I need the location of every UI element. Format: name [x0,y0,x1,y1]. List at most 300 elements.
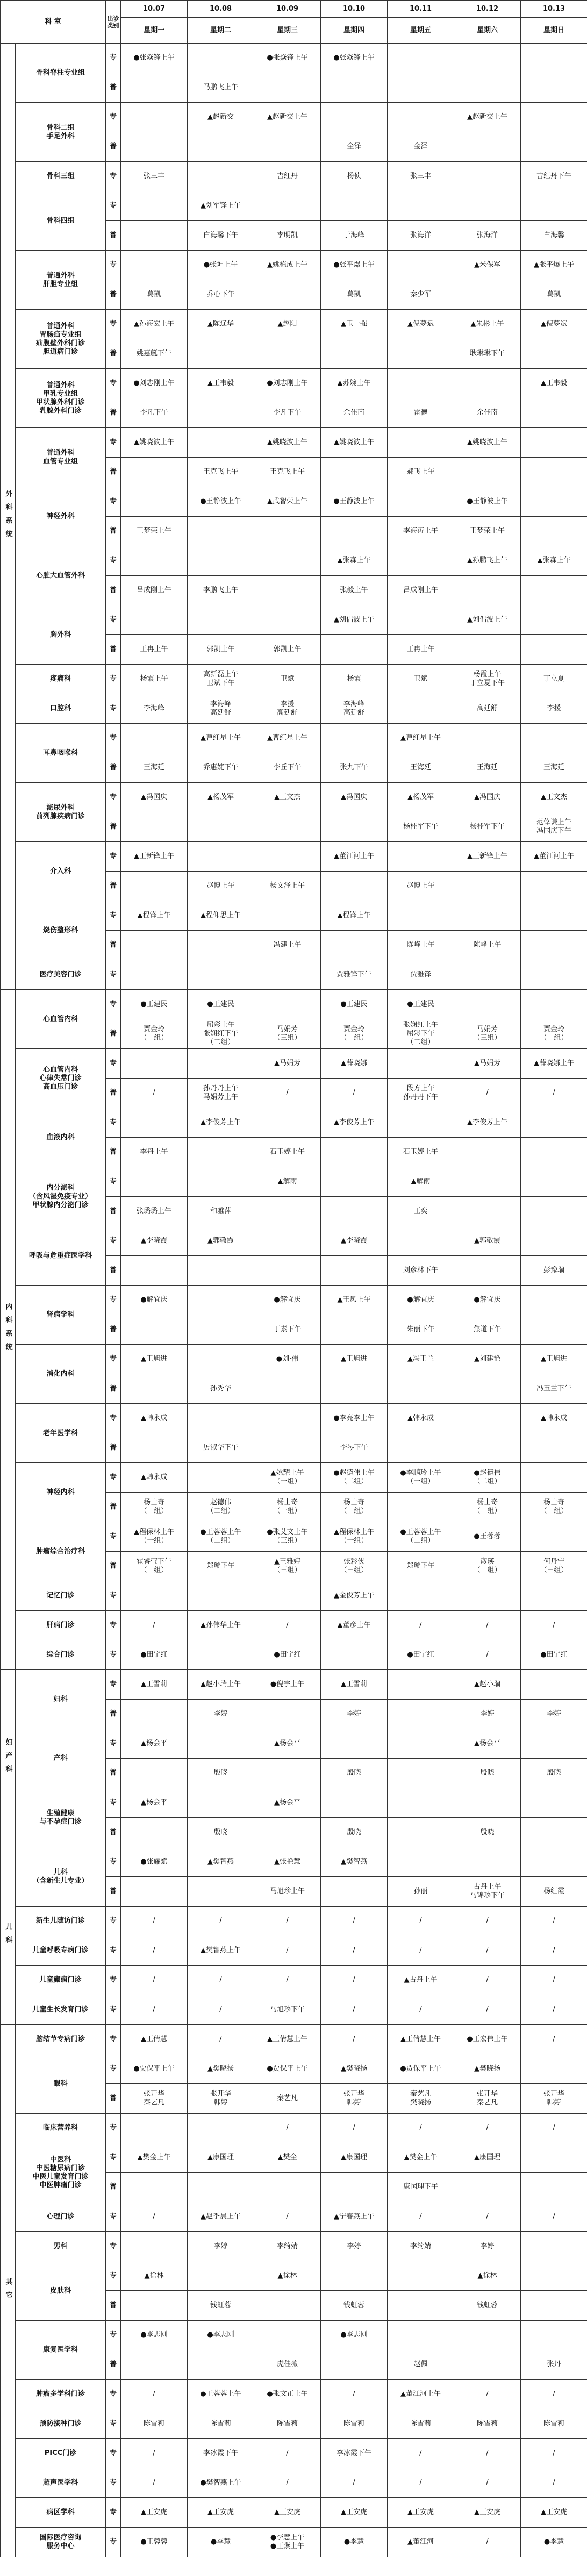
cell-text: 超声医学科 [42,2479,78,2487]
schedule-cell [521,162,587,191]
weekday-header: 星期二 [188,18,254,44]
schedule-row [1,724,587,753]
schedule-cell [321,576,388,605]
schedule-cell [188,1256,254,1286]
cell-text: 老年医学科 [42,1429,78,1437]
schedule-cell [388,517,454,546]
cell-text: ▲李俊芳上午 [467,1118,507,1126]
visit-type: 专 [106,1581,121,1611]
schedule-cell [454,1936,521,1966]
cell-text: 李鹏飞上午 [203,586,238,594]
schedule-cell [321,812,388,842]
cell-text: ▲康国理 [207,2153,234,2161]
cell-text: 孙秀华 [210,1385,231,1393]
visit-type: 普 [106,635,121,665]
cell-text: 段方上午 [406,1084,435,1093]
schedule-cell [121,960,188,990]
dept-name [16,428,106,487]
schedule-cell [121,1226,188,1256]
cell-text: （三组） [473,1034,502,1042]
schedule-cell [254,872,321,901]
dept-name [16,1404,106,1463]
visit-type: 专 [106,2380,121,2409]
cell-text: 乔惠婕下午 [203,763,238,772]
schedule-cell [121,665,188,694]
schedule-cell [521,960,587,990]
schedule-cell [321,339,388,369]
cell-text: / [153,1976,155,1984]
schedule-cell [121,1788,188,1818]
cell-text: ●李慧 [543,2538,564,2546]
cell-text: 烧伤整形科 [42,926,78,934]
cell-text: ●张焱锋上午 [133,54,175,62]
cell-text: 张三丰 [143,172,164,180]
dept-name [16,2114,106,2143]
schedule-cell [121,546,188,576]
visit-type: 专 [106,1522,121,1552]
schedule-cell [254,1729,321,1759]
visit-type: 专 [106,1847,121,1877]
schedule-cell [254,2025,321,2054]
schedule-cell [254,103,321,132]
schedule-cell [521,694,587,724]
cell-text: 贾雅锋下午 [336,971,371,979]
schedule-row [1,605,587,635]
cell-text: / [553,2449,555,2457]
schedule-cell [454,1019,521,1049]
schedule-cell [521,1907,587,1936]
cell-text: ▲孙伟华上午 [201,1621,241,1629]
cell-text: 孙丹丹下午 [403,1093,438,1101]
schedule-cell [388,162,454,191]
schedule-cell [188,1966,254,1995]
schedule-cell [121,1374,188,1404]
schedule-cell [321,1286,388,1315]
visit-type: 专 [106,724,121,753]
schedule-cell [388,2114,454,2143]
visit-type: 专 [106,103,121,132]
cell-text: ●贾保平上午 [400,2065,441,2073]
cell-text: ▲李俊芳上午 [201,1118,241,1126]
schedule-cell [254,2114,321,2143]
visit-type: 普 [106,1256,121,1286]
schedule-cell [188,2409,254,2439]
cell-text: 康复医学科 [42,2345,78,2354]
visit-type: 专 [106,2054,121,2084]
cell-text: / [419,1621,422,1629]
schedule-cell [388,2439,454,2468]
schedule-cell [521,724,587,753]
schedule-cell [188,310,254,339]
schedule-cell [321,1818,388,1847]
cell-text: 李凡下午 [140,409,168,417]
schedule-cell [121,1345,188,1374]
schedule-cell [121,1256,188,1286]
schedule-cell [254,2232,321,2261]
cell-text: ●王蓉蓉 [474,1532,501,1540]
schedule-cell [121,103,188,132]
cell-text: ▲王韦毅 [541,379,567,387]
schedule-row [1,251,587,280]
schedule-cell [188,1108,254,1138]
schedule-cell [454,369,521,398]
dept-name [16,1966,106,1995]
cell-text: 中医糖尿病门诊 [35,2164,85,2172]
schedule-cell [321,2143,388,2173]
schedule-cell [388,931,454,960]
schedule-cell [388,1670,454,1700]
cell-text: 陈雪莉 [476,2420,498,2428]
cell-text: 内分泌科 [46,1183,75,1192]
schedule-cell [254,132,321,162]
cell-text: ▲姚晓波上午 [334,438,374,446]
dept-name [16,487,106,546]
visit-type: 普 [106,931,121,960]
visit-type: 专 [106,1108,121,1138]
cell-text: ▲倪夢斌 [407,320,434,328]
schedule-cell [454,1197,521,1226]
cell-text: 殷晓 [480,1769,495,1777]
schedule-cell [188,2380,254,2409]
dept-name [16,44,106,103]
schedule-cell [188,665,254,694]
schedule-cell [121,931,188,960]
cell-text: ●王建民 [207,1000,234,1008]
cell-text: ▲董江河 [407,2538,434,2546]
visit-type: 专 [106,428,121,458]
cell-text: 张开华 [210,2090,231,2098]
schedule-cell [121,398,188,428]
schedule-cell [321,2291,388,2321]
cell-text: 王冉上午 [406,645,435,653]
schedule-cell [121,369,188,398]
schedule-cell [121,517,188,546]
schedule-cell [321,1493,388,1522]
cell-text: / [486,2124,489,2132]
cell-text: / [353,2035,355,2043]
schedule-cell [321,2202,388,2232]
schedule-cell [521,1877,587,1907]
cell-text: （一组） [140,1566,168,1574]
cell-text: 冯国庆下午 [536,827,571,835]
schedule-cell [321,1522,388,1552]
schedule-cell [388,1256,454,1286]
schedule-cell [521,1936,587,1966]
cell-text: 心血管内科 [42,1065,78,1074]
schedule-cell [188,1079,254,1108]
visit-type: 普 [106,812,121,842]
schedule-cell [521,398,587,428]
dept-name [16,1788,106,1847]
schedule-cell [521,2232,587,2261]
schedule-cell [388,310,454,339]
schedule-cell [454,665,521,694]
schedule-cell [254,1788,321,1818]
cell-text: ▲冯国庆 [341,793,367,801]
schedule-cell [388,2232,454,2261]
schedule-cell [321,310,388,339]
schedule-row [1,2380,587,2409]
cell-text: / [286,1089,289,1097]
schedule-cell [188,2291,254,2321]
cell-text: 李凡下午 [273,409,302,417]
schedule-cell [521,428,587,458]
schedule-cell [521,990,587,1019]
cell-text: 陈雪莉 [343,2420,364,2428]
schedule-cell [188,1552,254,1581]
schedule-cell [188,1345,254,1374]
schedule-cell [254,191,321,221]
cell-text: / [419,2124,422,2132]
cell-text: 陈峰上午 [406,941,435,949]
group-label: 儿科 [1,1847,16,2025]
schedule-cell [188,1197,254,1226]
dept-name [16,2025,106,2054]
dept-name [16,2528,106,2557]
dept-name [16,2498,106,2528]
schedule-cell [388,1463,454,1493]
dept-name [16,1286,106,1345]
schedule-cell [254,842,321,872]
cell-text: / [286,2124,289,2132]
schedule-cell [254,369,321,398]
cell-text: 马旭珍下午 [269,2006,305,2014]
visit-type: 普 [106,458,121,487]
cell-text: 白海馨 [543,231,564,239]
schedule-cell [254,1226,321,1256]
cell-text: 医疗美容门诊 [39,971,82,979]
cell-text: ▲姚晓波上午 [467,438,507,446]
schedule-cell [188,753,254,783]
schedule-cell [188,2173,254,2202]
schedule-cell [254,1049,321,1079]
schedule-cell [254,2143,321,2173]
visit-type: 普 [106,132,121,162]
schedule-cell [521,635,587,665]
schedule-cell [388,2054,454,2084]
schedule-cell [321,1729,388,1759]
schedule-row [1,2232,587,2261]
date-header: 10.10 [321,1,388,18]
cell-text: （二组） [206,1038,235,1046]
schedule-cell [454,1759,521,1788]
schedule-cell [121,1286,188,1315]
schedule-cell [188,1315,254,1345]
visit-type: 普 [106,280,121,310]
schedule-cell [521,1226,587,1256]
schedule-cell [188,2143,254,2173]
schedule-cell [321,1108,388,1138]
schedule-cell [188,1640,254,1670]
schedule-cell [388,1286,454,1315]
schedule-cell [521,2380,587,2409]
schedule-cell [121,1995,188,2025]
cell-text: 赵佩 [413,2360,428,2368]
schedule-cell [121,1079,188,1108]
cell-text: 韩婷 [547,2099,561,2107]
schedule-cell [388,369,454,398]
cell-text: 郭凯上午 [206,645,235,653]
dept-name [16,605,106,665]
cell-text: 呼吸与危重症医学科 [28,1251,92,1260]
schedule-cell [388,398,454,428]
schedule-cell [188,1700,254,1729]
schedule-cell [388,901,454,931]
schedule-cell [254,162,321,191]
cell-text: 王梦荣上午 [469,527,505,535]
cell-text: 李婷 [347,2242,361,2250]
schedule-cell [121,44,188,73]
schedule-cell [188,1019,254,1049]
schedule-cell [254,1167,321,1197]
cell-text: 石玉婷上午 [403,1148,438,1156]
cell-text: ▲陈辽华 [207,320,234,328]
schedule-cell [521,576,587,605]
schedule-cell [388,635,454,665]
cell-text: 殷晓 [347,1769,361,1777]
schedule-cell [121,1847,188,1877]
visit-type: 专 [106,1907,121,1936]
schedule-cell [188,635,254,665]
schedule-cell [321,2468,388,2498]
schedule-cell [321,398,388,428]
cell-text: ▲马娟芳 [474,1059,500,1067]
cell-text: / [353,2390,355,2398]
schedule-cell [188,1729,254,1759]
cell-text: 李海峰 [343,700,364,708]
cell-text: 胸外科 [49,630,71,639]
cell-text: 韩婷 [347,2099,361,2107]
visit-type: 专 [106,665,121,694]
schedule-cell [521,2084,587,2114]
schedule-cell [254,2321,321,2350]
cell-text: 张娴红上午 [403,1021,438,1029]
schedule-row [1,1966,587,1995]
schedule-cell [121,221,188,251]
cell-text: ▲康国理 [341,2153,367,2161]
schedule-cell [121,783,188,812]
cell-text: 骨科二组 [46,123,75,132]
schedule-cell [121,1463,188,1493]
cell-text: / [553,2390,555,2398]
cell-text: 骨科三组 [46,172,75,180]
visit-type: 普 [106,517,121,546]
cell-text: ●张艾文上午 [267,1528,308,1536]
schedule-cell [188,2084,254,2114]
schedule-cell [388,2380,454,2409]
cell-text: 乔心下午 [206,290,235,298]
schedule-cell [321,2261,388,2291]
cell-text: 王奕 [413,1207,428,1215]
schedule-cell [388,2173,454,2202]
schedule-cell [188,1374,254,1404]
schedule-row [1,1581,587,1611]
cell-text: ▲曹红星上午 [267,734,307,742]
cell-text: 张海洋 [410,231,431,239]
schedule-cell [454,1226,521,1256]
schedule-cell [321,1049,388,1079]
schedule-cell [254,2084,321,2114]
schedule-cell [388,339,454,369]
dept-name [16,103,106,162]
cell-text: 张娴红下午 [203,1030,238,1038]
cell-text: ▲樊晓扬 [207,2065,234,2073]
schedule-cell [254,1345,321,1374]
cell-text: / [153,2006,155,2014]
schedule-cell [254,694,321,724]
schedule-cell [188,724,254,753]
schedule-cell [321,44,388,73]
schedule-cell [454,1847,521,1877]
cell-text: ●贾保平上午 [267,2065,308,2073]
cell-text: / [553,2124,555,2132]
schedule-cell [254,960,321,990]
visit-type: 普 [106,1374,121,1404]
schedule-cell [388,1315,454,1345]
schedule-cell [188,2350,254,2380]
schedule-row [1,191,587,221]
cell-text: 郑璇下午 [206,1562,235,1570]
cell-text: 石玉婷上午 [269,1148,305,1156]
cell-text: / [553,1917,555,1925]
cell-text: 殷晓 [480,1828,495,1836]
cell-text: 孙丽 [413,1887,428,1895]
visit-type: 专 [106,1936,121,1966]
cell-text: 李婷 [213,2242,228,2250]
schedule-cell [521,1433,587,1463]
cell-text: 张丹 [547,2360,561,2368]
schedule-cell [454,1966,521,1995]
cell-text: 丁立夏下午 [469,679,505,687]
schedule-cell [254,605,321,635]
schedule-cell [321,842,388,872]
cell-text: 耿琳琳下午 [469,349,505,358]
cell-text: ●王蓉蓉 [140,2538,168,2546]
schedule-cell [521,2025,587,2054]
schedule-cell [521,1493,587,1522]
cell-text: 李丘下午 [273,763,302,772]
dept-name [16,724,106,783]
cell-text: 张开华 [343,2090,364,2098]
schedule-cell [388,1818,454,1847]
schedule-cell [254,44,321,73]
cell-text: ▲王倩慧上午 [267,2035,307,2043]
schedule-row [1,2025,587,2054]
schedule-cell [521,1049,587,1079]
cell-text: ▲赵季晨上午 [201,2213,241,2221]
visit-type: 普 [106,221,121,251]
cell-text: / [353,1089,355,1097]
schedule-cell [254,724,321,753]
cell-text: 中医科 [49,2155,71,2164]
schedule-body [1,44,587,2557]
cell-text: 服务中心 [46,2542,75,2550]
visit-type: 专 [106,1670,121,1700]
schedule-cell [388,2409,454,2439]
schedule-cell [121,132,188,162]
cell-text: （二组） [206,1507,235,1515]
schedule-cell [454,487,521,517]
cell-text: 杨士奇 [476,1498,498,1507]
schedule-cell [521,2439,587,2468]
schedule-cell [454,1522,521,1552]
schedule-row [1,1463,587,1493]
schedule-cell [388,2350,454,2380]
cell-text: 李婷 [480,2242,495,2250]
cell-text: 陈雪莉 [276,2420,298,2428]
schedule-cell [188,458,254,487]
schedule-cell [521,2202,587,2232]
